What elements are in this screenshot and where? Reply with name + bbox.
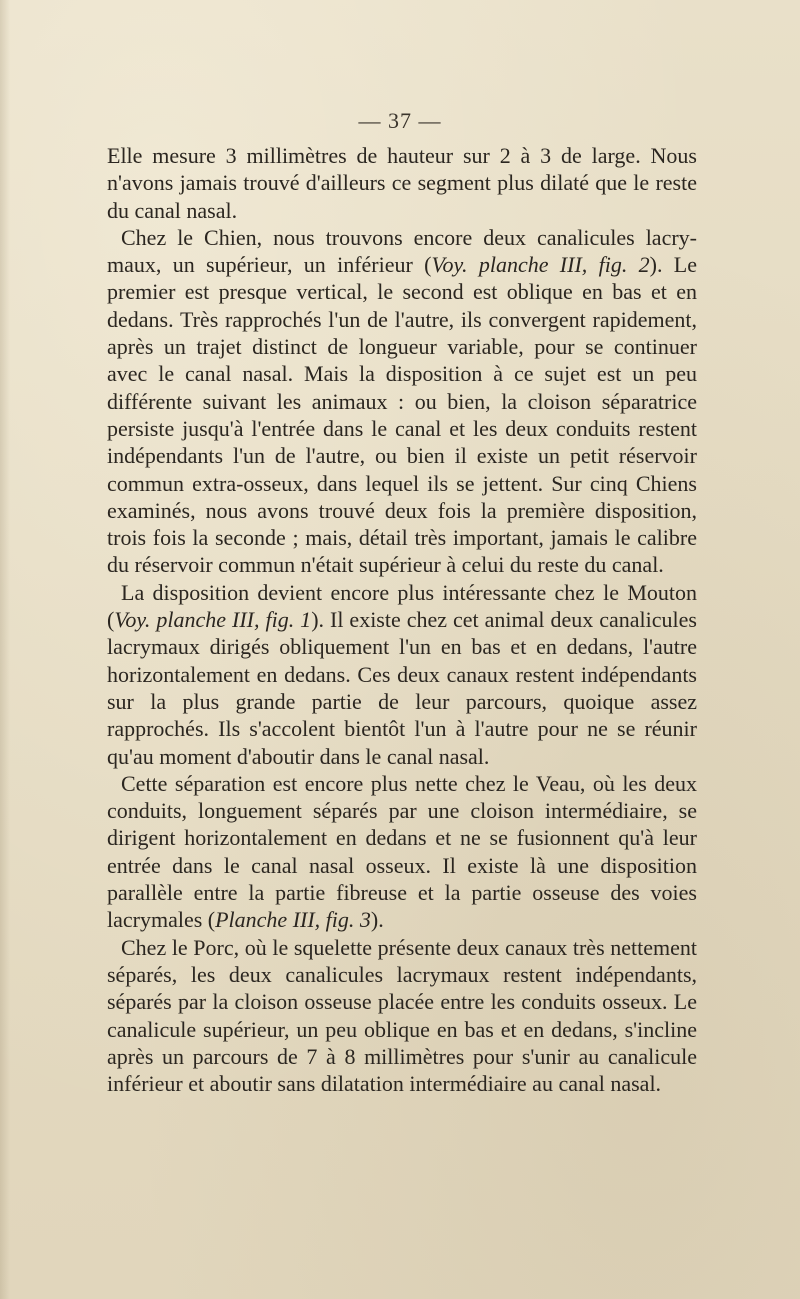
figure-reference: Voy. planche III, fig. 1	[114, 607, 312, 633]
figure-reference: Planche III, fig. 3	[215, 907, 371, 933]
paragraph-3	[107, 579, 697, 770]
paragraph-4	[107, 770, 697, 934]
paragraph-3-text-b: ). Il existe chez cet animal deux canalicules lacrymaux dirigés obliquement l'un en bas et en dedans, l'autre horizontalement en dedans. Ces deux canaux restent indépendants sur la plus grande partie de leur parcours, quoique assez rapprochés. Ils s'accolent bientôt l'un à l'autre pour ne se réunir qu'au moment d'aboutir dans le canal nasal.	[107, 607, 697, 769]
paragraph-3-text-a: La disposition devient encore plus intéressante chez le Mouton (	[107, 579, 697, 633]
paragraph-5-text: Chez le Porc, où le squelette présente deux canaux très nettement séparés, les deux canalicules lacrymaux restent indépendants, séparés par la cloison osseuse placée entre les conduits osseux. Le canalicule supérieur, un peu oblique en bas et en dedans, s'incline après un parcours de 7 à 8 millimètres pour s'unir au canalicule inférieur et aboutir sans dilatation intermédiaire au canal nasal.	[107, 934, 697, 1097]
figure-reference: Voy. planche III, fig. 2	[431, 252, 650, 278]
paragraph-2	[107, 224, 697, 579]
paragraph-1-text: Elle mesure 3 millimètres de hauteur sur 2 à 3 de large. Nous n'avons jamais trouvé d'ailleurs ce segment plus dilaté que le reste du canal nasal.	[107, 143, 697, 223]
body-text	[107, 142, 697, 1097]
paragraph-5	[107, 934, 697, 1098]
paragraph-4-text-b: ).	[370, 907, 384, 933]
paragraph-4-text-a: Cette séparation est encore plus nette chez le Veau, où les deux conduits, longuement séparés par une cloison intermédiaire, se dirigent horizontalement en dedans et ne se fusionnent qu'à leur entrée dans le canal nasal osseux. Il existe là une disposition parallèle entre la partie fibreuse et la partie osseuse des voies lacrymales (	[107, 770, 697, 933]
page-edge-shadow	[0, 0, 10, 1299]
page-number: — 37 —	[358, 108, 442, 133]
paragraph-2-text-b: ). Le premier est presque vertical, le second est oblique en bas et en dedans. Très rapprochés l'un de l'autre, ils convergent rapidement, après un trajet distinct de longueur variable, pour se continuer avec le canal nasal. Mais la disposition à ce sujet est un peu différente suivant les animaux : ou bien, la cloison séparatrice persiste jusqu'à l'entrée dans le canal et les deux conduits restent indépendants l'un de l'autre, ou bien il existe un petit réservoir commun extra-osseux, dans lequel ils se jettent. Sur cinq Chiens examinés, nous avons trouvé deux fois la première disposition, trois fois la seconde ; mais, détail très important, jamais le calibre du réservoir commun n'était supérieur à celui du reste du canal.	[107, 252, 697, 578]
paragraph-1	[107, 142, 697, 224]
paragraph-2-text-a: Chez le Chien, nous trouvons encore deux canalicules lacrymaux, un supérieur, un inférieur (	[107, 224, 697, 278]
